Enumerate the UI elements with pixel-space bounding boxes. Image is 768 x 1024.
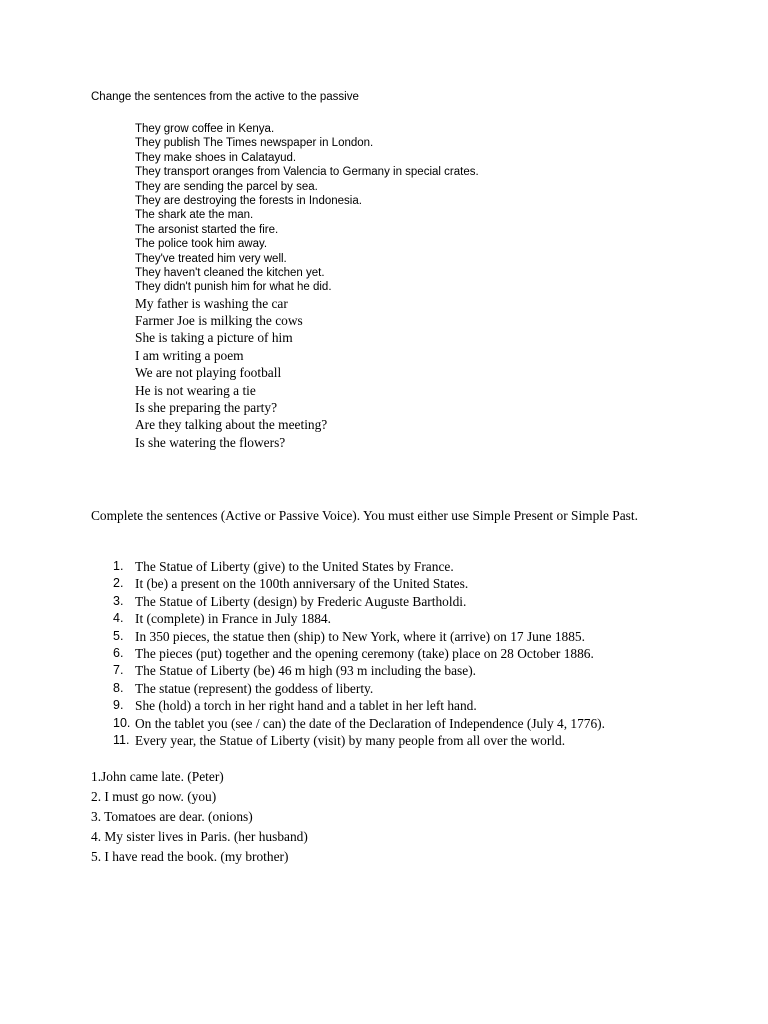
item-text: My father is washing the car (135, 295, 288, 311)
item-number: 1. (113, 559, 124, 573)
list-item: 1.John came late. (Peter) (91, 769, 224, 784)
item-text: The shark ate the man. (135, 209, 254, 222)
item-number: 6. (113, 645, 124, 660)
item-number: 11. (113, 732, 130, 747)
item-number: 3. (113, 593, 124, 608)
item-text: The Statue of Liberty (design) by Frederic Auguste Bartholdi. (135, 593, 467, 609)
item-text: They haven't cleaned the kitchen yet. (135, 266, 325, 279)
item-number: 5. (113, 628, 124, 643)
item-text: They make shoes in Calatayud. (135, 151, 297, 164)
item-text: In 350 pieces, the statue then (ship) to New York, where it (arrive) on 17 June 1885. (135, 628, 585, 644)
item-text: The police took him away. (135, 238, 268, 251)
item-text: I am writing a poem (135, 347, 244, 363)
item-text: Are they talking about the meeting? (135, 417, 328, 433)
item-text: It (be) a present on the 100th anniversary of the United States. (135, 576, 469, 592)
item-text: Is she preparing the party? (135, 400, 278, 416)
list-item: 4. My sister lives in Paris. (her husband) (91, 829, 308, 844)
item-text: They've treated him very well. (135, 252, 287, 265)
item-text: They are sending the parcel by sea. (135, 180, 318, 193)
item-text: They grow coffee in Kenya. (135, 123, 275, 135)
item-text: The statue (represent) the goddess of liberty. (135, 680, 374, 696)
item-text: He is not wearing a tie (135, 382, 256, 398)
item-number: 10. (113, 715, 131, 730)
item-text: The pieces (put) together and the opening ceremony (take) place on 28 October 1886. (135, 645, 594, 661)
rewrite-sentences-list (91, 767, 308, 867)
list-item: 5. I have read the book. (my brother) (91, 849, 289, 864)
item-number: 8. (113, 680, 124, 695)
item-text: Farmer Joe is milking the cows (135, 313, 303, 329)
section2-heading: Complete the sentences (Active or Passive Voice). You must either use Simple Present or Simple Past. (91, 508, 638, 523)
item-text: She is taking a picture of him (135, 330, 293, 346)
item-text: It (complete) in France in July 1884. (135, 611, 331, 627)
item-number: 7. (113, 663, 124, 678)
item-text: The Statue of Liberty (be) 46 m high (93 m including the base). (135, 663, 477, 679)
item-text: They didn't punish him for what he did. (135, 281, 332, 294)
item-number: 2. (113, 576, 124, 591)
item-text: Every year, the Statue of Liberty (visit) by many people from all over the world. (135, 732, 566, 748)
list-item: 3. Tomatoes are dear. (onions) (91, 809, 253, 824)
item-text: We are not playing football (135, 365, 282, 381)
item-text: She (hold) a torch in her right hand and a tablet in her left hand. (135, 698, 477, 714)
item-text: On the tablet you (see / can) the date of the Declaration of Independence (July 4, 1776). (135, 715, 605, 731)
list-item: 2. I must go now. (you) (91, 789, 217, 804)
item-text: They publish The Times newspaper in London. (135, 137, 374, 150)
item-text: They are destroying the forests in Indonesia. (135, 194, 362, 207)
item-text: They transport oranges from Valencia to Germany in special crates. (135, 166, 479, 179)
item-text: Is she watering the flowers? (135, 434, 286, 450)
item-number: 4. (113, 611, 124, 626)
section1-heading: Change the sentences from the active to the passive (91, 91, 359, 103)
item-text: The arsonist started the fire. (135, 223, 279, 236)
item-text: The Statue of Liberty (give) to the United States by France. (135, 559, 454, 574)
item-number: 9. (113, 698, 124, 713)
